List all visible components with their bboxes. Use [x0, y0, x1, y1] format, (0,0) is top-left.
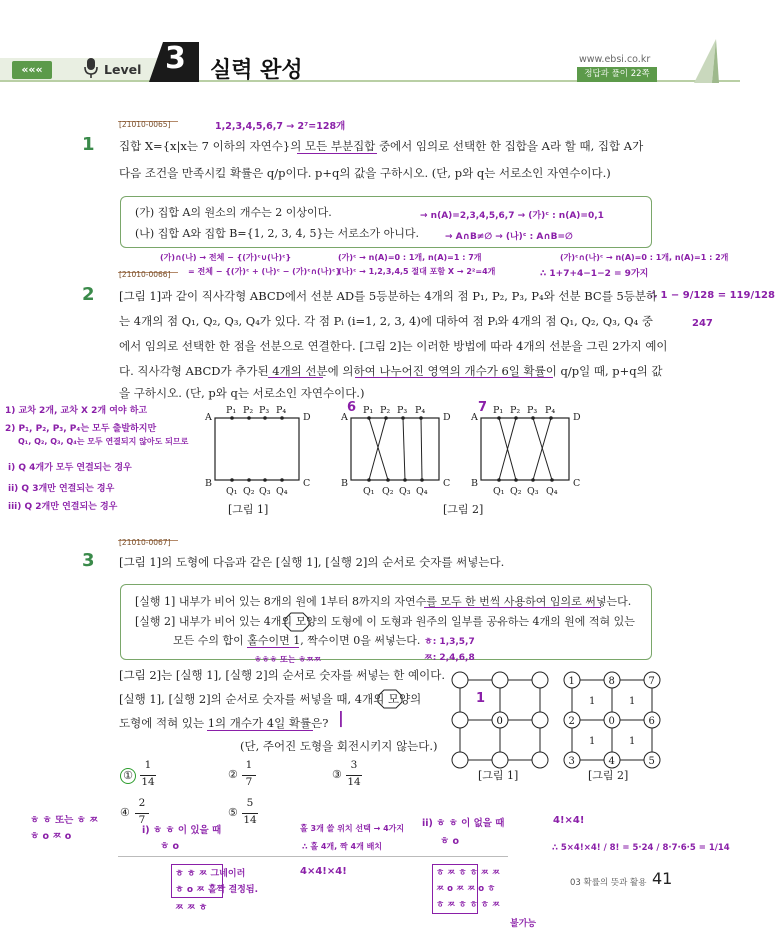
- hand-note-3-one: 1: [476, 691, 486, 706]
- hand-note-1-j: 247: [692, 318, 713, 329]
- problem-2-code: [21010-0066]: [119, 270, 171, 279]
- hand-note-2-4: i) Q 4개가 모두 연결되는 경우: [8, 463, 132, 473]
- point-p4: [280, 416, 284, 420]
- choice-1-denominator: 14: [141, 776, 155, 788]
- problem-3-step2b: 모든 수의 합이 홀수이면 1, 짝수이면 0을 써넣는다.: [173, 634, 421, 647]
- svg-text:A: A: [471, 412, 478, 423]
- problem-3-body-underline: [207, 730, 313, 731]
- hand-note-1-i: ∴ 1 − 9/128 = 119/128: [650, 290, 775, 301]
- label-p3: P₃: [259, 405, 270, 416]
- hand-note-3-odd: ㅎ: 1,3,5,7: [424, 637, 475, 647]
- choice-2-mark: ②: [228, 768, 238, 781]
- fig1-center-value: 0: [496, 716, 503, 727]
- problem-3-figure-2: [560, 668, 670, 768]
- svg-text:C: C: [573, 478, 581, 489]
- hand-note-1-e: (가)ᶜ → n(A)=0 : 1개, n(A)=1 : 7개: [338, 253, 482, 262]
- svg-text:P₂: P₂: [380, 405, 391, 416]
- choice-1-numerator: 1: [144, 759, 152, 771]
- hand-note-1-b: → A∩B≠∅ → (나)ᶜ : A∩B=∅: [445, 232, 573, 242]
- fig2-circle-3: 7: [648, 676, 655, 687]
- answer-reference: 정답과 풀이 22쪽: [577, 67, 657, 82]
- fig2-square-3: 1: [589, 736, 596, 747]
- problem-2-figure-2b: [463, 402, 593, 502]
- fig2-circle-2: 8: [608, 676, 615, 687]
- label-q4: Q₄: [276, 486, 288, 497]
- problem-3-figure-2-caption: [그림 2]: [588, 769, 629, 782]
- hand-bottom-13: 4!×4!: [553, 815, 585, 826]
- svg-text:D: D: [573, 412, 581, 423]
- svg-text:P₃: P₃: [527, 405, 538, 416]
- svg-text:P₁: P₁: [493, 405, 504, 416]
- svg-text:P₄: P₄: [545, 405, 556, 416]
- fig2-square-2: 1: [629, 696, 636, 707]
- fig2-circle-4: 2: [568, 716, 575, 727]
- problem-1-underline: [297, 153, 377, 154]
- fig2-square-1: 1: [589, 696, 596, 707]
- hand-bottom-box-2: [432, 864, 478, 914]
- choice-2-denominator: 7: [245, 776, 253, 788]
- hand-note-2-six: 6: [347, 400, 357, 415]
- hand-bottom-5: 홀 3개 쓸 위치 선택 → 4가지: [300, 824, 405, 833]
- problem-3-body-3: 도형에 적혀 있는 1의 개수가 4일 확률은?: [119, 716, 329, 730]
- hand-note-3-pattern: ㅎㅎㅎ 또는 ㅎㅉㅉ: [254, 655, 322, 664]
- problem-2-number: 2: [82, 284, 95, 305]
- choice-2-numerator: 1: [245, 759, 253, 771]
- problem-2-line-1: [그림 1]과 같이 직사각형 ABCD에서 선분 AD를 5등분하는 4개의 점 P₁, P₂, P₃, P₄와 선분 BC를 5등분하: [119, 289, 658, 303]
- hand-note-2-6: iii) Q 2개만 연결되는 경우: [8, 502, 118, 512]
- nav-back-icon[interactable]: «««: [12, 61, 52, 79]
- point-p2: [247, 416, 251, 420]
- point-p1: [230, 416, 234, 420]
- hand-note-2-2: 2) P₁, P₂, P₃, P₄는 모두 출발하지만: [5, 424, 157, 434]
- problem-2-underline-a: [268, 377, 323, 378]
- hand-bottom-1: ㅎ ㅎ 또는 ㅎ ㅉ: [30, 815, 99, 826]
- footer-divider: [118, 856, 508, 857]
- choice-4-mark: ④: [120, 806, 130, 819]
- fig2-circle-8: 5: [648, 756, 655, 767]
- hand-note-1-c: (가)∩(나) → 전체 − {(가)ᶜ∪(나)ᶜ}: [160, 253, 292, 262]
- svg-text:B: B: [341, 478, 348, 489]
- hand-note-2-5: ii) Q 3개만 연결되는 경우: [8, 484, 115, 494]
- point-q4: [280, 478, 284, 482]
- problem-2-line-2: 는 4개의 점 Q₁, Q₂, Q₃, Q₄가 있다. 각 점 Pᵢ (i=1, 2, 3, 4)에 대하여 점 Pᵢ와 4개의 점 Q₁, Q₂, Q₃, Q₄ 중: [119, 314, 653, 328]
- problem-3-step2-underline: [247, 647, 299, 648]
- hand-note-1-top: 1,2,3,4,5,6,7 → 2⁷=128개: [215, 121, 346, 132]
- page-title: 실력 완성: [210, 58, 303, 83]
- svg-text:Q₄: Q₄: [416, 486, 428, 497]
- problem-2-underline-b: [355, 377, 553, 378]
- hand-bottom-14: ㅎ ㅉ ㅎ ㅎ ㅉ ㅉ: [436, 868, 501, 878]
- hand-bottom-16: ㅎ ㅉ ㅎ ㅎ ㅎ ㅉ: [436, 900, 501, 910]
- label-c: C: [303, 478, 311, 489]
- hand-note-1-a: → n(A)=2,3,4,5,6,7 → (가)ᶜ : n(A)=0,1: [420, 211, 604, 221]
- choice-4-denominator: 7: [138, 814, 146, 826]
- problem-1-number: 1: [82, 134, 95, 155]
- site-url: www.ebsi.co.kr: [579, 54, 651, 65]
- level-label: Level: [104, 62, 142, 77]
- choice-1-mark: ①: [120, 768, 136, 784]
- hand-note-1-h: ∴ 1+7+4−1−2 = 9가지: [540, 269, 649, 279]
- choice-3-denominator: 14: [347, 776, 361, 788]
- problem-3-number: 3: [82, 550, 95, 571]
- choice-3[interactable]: [330, 759, 390, 796]
- hand-note-3-even: ㅉ: 2,4,6,8: [424, 653, 475, 663]
- svg-text:Q₂: Q₂: [382, 486, 394, 497]
- svg-text:B: B: [471, 478, 478, 489]
- label-p2: P₂: [243, 405, 254, 416]
- microphone-icon: [83, 57, 99, 83]
- hand-note-1-d: = 전체 − {(가)ᶜ + (나)ᶜ − (가)ᶜ∩(나)ᶜ}: [188, 267, 342, 276]
- problem-3-figure-1: [448, 668, 558, 768]
- hand-bottom-12: ㅎ o: [440, 836, 460, 847]
- choice-5-numerator: 5: [246, 797, 254, 809]
- problem-3-body-2: [실행 1], [실행 2]의 순서로 숫자를 써넣을 때, 4개의 모양의: [119, 692, 422, 706]
- choice-1[interactable]: [118, 759, 178, 796]
- fig2-circle-6: 3: [568, 756, 575, 767]
- problem-3-intro: [그림 1]의 도형에 다음과 같은 [실행 1], [실행 2]의 순서로 숫자를 써넣는다.: [119, 555, 505, 569]
- problem-3-figure-1-caption: [그림 1]: [478, 769, 519, 782]
- hand-note-1-g: (가)ᶜ∩(나)ᶜ → n(A)=0 : 1개, n(A)=1 : 2개: [560, 253, 729, 262]
- problem-1-condition-a: (가) 집합 A의 원소의 개수는 2 이상이다.: [135, 206, 332, 219]
- choice-5-denominator: 14: [243, 814, 257, 826]
- problem-3-body-1: [그림 2]는 [실행 1], [실행 2]의 순서로 숫자를 써넣는 한 예이다.: [119, 668, 446, 682]
- octagon-icon-inline-2: [377, 689, 403, 713]
- svg-text:P₁: P₁: [363, 405, 374, 416]
- choice-3-numerator: 3: [350, 759, 358, 771]
- label-p4: P₄: [276, 405, 287, 416]
- svg-text:Q₄: Q₄: [546, 486, 558, 497]
- fig2-circle-1: 1: [568, 676, 575, 687]
- footer-chapter: 03 확률의 뜻과 활용: [570, 878, 647, 888]
- level-number: 3: [165, 41, 186, 76]
- hand-bottom-9: ㅎ o ㅉ 홀짝 결정됨.: [175, 885, 258, 895]
- hand-bottom-10: ㅉ ㅉ ㅎ: [175, 903, 208, 913]
- problem-3-step1-underline: [424, 607, 601, 608]
- svg-text:P₄: P₄: [415, 405, 426, 416]
- svg-text:P₂: P₂: [510, 405, 521, 416]
- hand-bottom-8: ㅎ ㅎ ㅉ 그네이러: [175, 869, 246, 879]
- point-p3: [263, 416, 267, 420]
- svg-text:Q₂: Q₂: [510, 486, 522, 497]
- label-q3: Q₃: [259, 486, 271, 497]
- fig2-circle-5: 6: [648, 716, 655, 727]
- fig2-circle-7: 4: [608, 756, 615, 767]
- problem-1-line1: 집합 X={x|x는 7 이하의 자연수}의 모든 부분집합 중에서 임의로 선택한 한 집합을 A라 할 때, 집합 A가: [119, 139, 644, 153]
- svg-text:Q₃: Q₃: [399, 486, 411, 497]
- svg-text:P₃: P₃: [397, 405, 408, 416]
- problem-2-figure-2a: [333, 402, 463, 502]
- label-q1: Q₁: [226, 486, 238, 497]
- problem-1-code: [21010-0065]: [119, 120, 171, 129]
- choice-4-numerator: 2: [138, 797, 146, 809]
- point-q1: [230, 478, 234, 482]
- hand-bottom-15: ㅉ o ㅉ ㅉ o ㅎ: [436, 884, 496, 894]
- problem-2-figure-1-caption: [그림 1]: [228, 503, 269, 516]
- hand-note-2-3: Q₁, Q₂, Q₃, Q₄는 모두 연결되지 않아도 되므로: [18, 437, 189, 446]
- header-corner-fold: [690, 35, 720, 89]
- label-q2: Q₂: [243, 486, 255, 497]
- page-number: 41: [652, 869, 673, 888]
- hand-bottom-11: ii) ㅎ ㅎ 이 없을 때: [422, 818, 505, 829]
- label-d: D: [303, 412, 311, 423]
- hand-bottom-4: ㅎ o: [160, 841, 180, 852]
- hand-note-2-seven: 7: [478, 400, 488, 415]
- hand-bottom-3: i) ㅎ ㅎ 이 있을 때: [142, 825, 222, 836]
- choice-2[interactable]: [226, 759, 286, 796]
- svg-text:C: C: [443, 478, 451, 489]
- problem-3-step1: [실행 1] 내부가 비어 있는 8개의 원에 1부터 8까지의 자연수를 모두 한 번씩 사용하여 임의로 써넣는다.: [135, 595, 632, 608]
- hand-note-1-f: (나)ᶜ → 1,2,3,4,5 절대 포함 X → 2²=4개: [338, 267, 496, 276]
- hand-bottom-17: 불가능: [510, 919, 537, 929]
- point-q3: [263, 478, 267, 482]
- hand-note-2-1: 1) 교차 2개, 교차 X 2개 여야 하고: [5, 406, 148, 416]
- choice-3-mark: ③: [332, 768, 342, 781]
- choice-5[interactable]: [226, 797, 286, 834]
- problem-3-step2a: [실행 2] 내부가 비어 있는 4개의 모양의 도형에 이 도형과 원주의 일부를 공유하는 4개의 원에 적혀 있는: [135, 615, 635, 628]
- hand-note-3-bar: |: [338, 708, 344, 727]
- problem-2-line-3: 에서 임의로 선택한 한 점을 선분으로 연결한다. [그림 2]는 이러한 방법에 따라 4개의 선분을 그린 2가지 예이: [119, 339, 668, 353]
- label-b: B: [205, 478, 212, 489]
- svg-text:Q₁: Q₁: [493, 486, 505, 497]
- point-q2: [247, 478, 251, 482]
- label-a: A: [205, 412, 212, 423]
- svg-text:Q₁: Q₁: [363, 486, 375, 497]
- hand-bottom-6: ∴ 홀 4개, 짝 4개 배치: [302, 842, 383, 851]
- choice-5-mark: ⑤: [228, 806, 238, 819]
- hand-bottom-box-1: [171, 864, 223, 898]
- svg-text:D: D: [443, 412, 451, 423]
- problem-2-figure-2-caption: [그림 2]: [443, 503, 484, 516]
- svg-text:A: A: [341, 412, 348, 423]
- hand-bottom-7: 4×4!×4!: [300, 866, 347, 877]
- hand-bottom-18: ∴ 5×4!×4! / 8! = 5·24 / 8·7·6·5 = 1/14: [552, 843, 730, 853]
- problem-2-line-5: 을 구하시오. (단, p와 q는 서로소인 자연수이다.): [119, 386, 365, 400]
- problem-2-figure-1: [185, 402, 335, 502]
- svg-text:Q₃: Q₃: [527, 486, 539, 497]
- problem-1-line2: 다음 조건을 만족시킬 확률은 q/p이다. p+q의 값을 구하시오. (단, p와 q는 서로소인 자연수이다.): [119, 166, 611, 180]
- hand-bottom-2: ㅎ o ㅉ o: [30, 831, 72, 842]
- fig2-center: 0: [608, 716, 615, 727]
- rectangle-abcd: [215, 418, 299, 480]
- fig2-square-4: 1: [629, 736, 636, 747]
- problem-2-line-4: 다. 직사각형 ABCD가 추가된 4개의 선분에 의하여 나누어진 영역의 개수가 6일 확률이 q/p일 때, p+q의 값: [119, 364, 663, 378]
- problem-1-condition-b: (나) 집합 A와 집합 B={1, 2, 3, 4, 5}는 서로소가 아니다.: [135, 227, 420, 240]
- problem-3-code: [21010-0067]: [119, 538, 171, 547]
- problem-3-body-4: (단, 주어진 도형을 회전시키지 않는다.): [240, 739, 438, 753]
- label-p1: P₁: [226, 405, 237, 416]
